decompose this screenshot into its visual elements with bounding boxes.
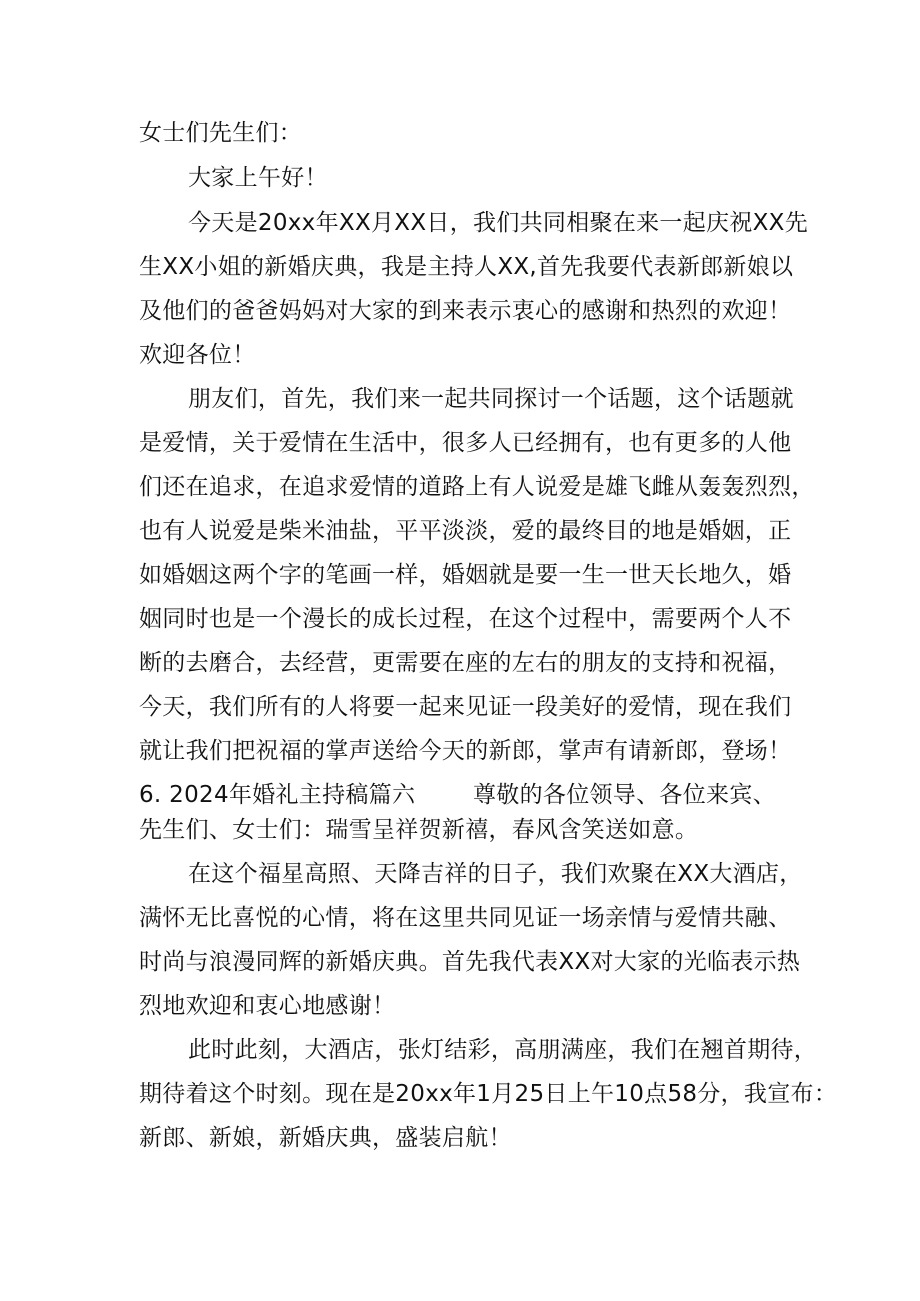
text-line: 烈地欢迎和衷心地感谢！	[139, 993, 396, 1019]
section-heading-tail: 尊敬的各位领导、各位来宾、	[473, 782, 776, 808]
text-line: 生XX小姐的新婚庆典，我是主持人XX,首先我要代表新郎新娘以	[139, 254, 794, 280]
text-line: 朋友们，首先，我们来一起共同探讨一个话题，这个话题就	[188, 386, 794, 412]
text-line: 期待着这个时刻。现在是20xx年1月25日上午10点58分，我宣布：	[139, 1081, 838, 1107]
text-line: 就让我们把祝福的掌声送给今天的新郎，掌声有请新郎，登场！	[139, 738, 792, 764]
text-line: 女士们先生们：	[139, 120, 303, 146]
text-line: 如婚姻这两个字的笔画一样，婚姻就是要一生一世天长地久，婚	[139, 562, 792, 588]
text-line: 时尚与浪漫同辉的新婚庆典。首先我代表XX对大家的光临表示热	[139, 949, 801, 975]
text-line: 是爱情，关于爱情在生活中，很多人已经拥有，也有更多的人他	[139, 430, 792, 456]
text-line: 此时此刻，大酒店，张灯结彩，高朋满座，我们在翘首期待，	[188, 1037, 818, 1063]
text-line: 满怀无比喜悦的心情，将在这里共同见证一场亲情与爱情共融、	[139, 905, 792, 931]
text-line: 及他们的爸爸妈妈对大家的到来表示衷心的感谢和热烈的欢迎！	[139, 298, 792, 324]
text-line: 先生们、女士们：瑞雪呈祥贺新禧，春风含笑送如意。	[139, 817, 699, 843]
text-line: 姻同时也是一个漫长的成长过程，在这个过程中，需要两个人不	[139, 606, 792, 632]
text-line: 欢迎各位！	[139, 342, 256, 368]
text-line: 今天，我们所有的人将要一起来见证一段美好的爱情，现在我们	[139, 694, 792, 720]
text-line: 新郎、新娘，新婚庆典，盛装启航！	[139, 1125, 512, 1151]
text-line: 大家上午好！	[188, 165, 328, 191]
section-heading: 6. 2024年婚礼主持稿篇六	[139, 782, 416, 808]
text-line: 在这个福星高照、天降吉祥的日子，我们欢聚在XX大酒店，	[188, 861, 803, 887]
text-line: 也有人说爱是柴米油盐，平平淡淡，爱的最终目的地是婚姻，正	[139, 518, 792, 544]
text-line: 今天是20xx年XX月XX日，我们共同相聚在来一起庆祝XX先	[188, 210, 809, 236]
text-line: 们还在追求，在追求爱情的道路上有人说爱是雄飞雌从轰轰烈烈，	[139, 474, 815, 500]
text-line: 断的去磨合，去经营，更需要在座的左右的朋友的支持和祝福，	[139, 650, 792, 676]
